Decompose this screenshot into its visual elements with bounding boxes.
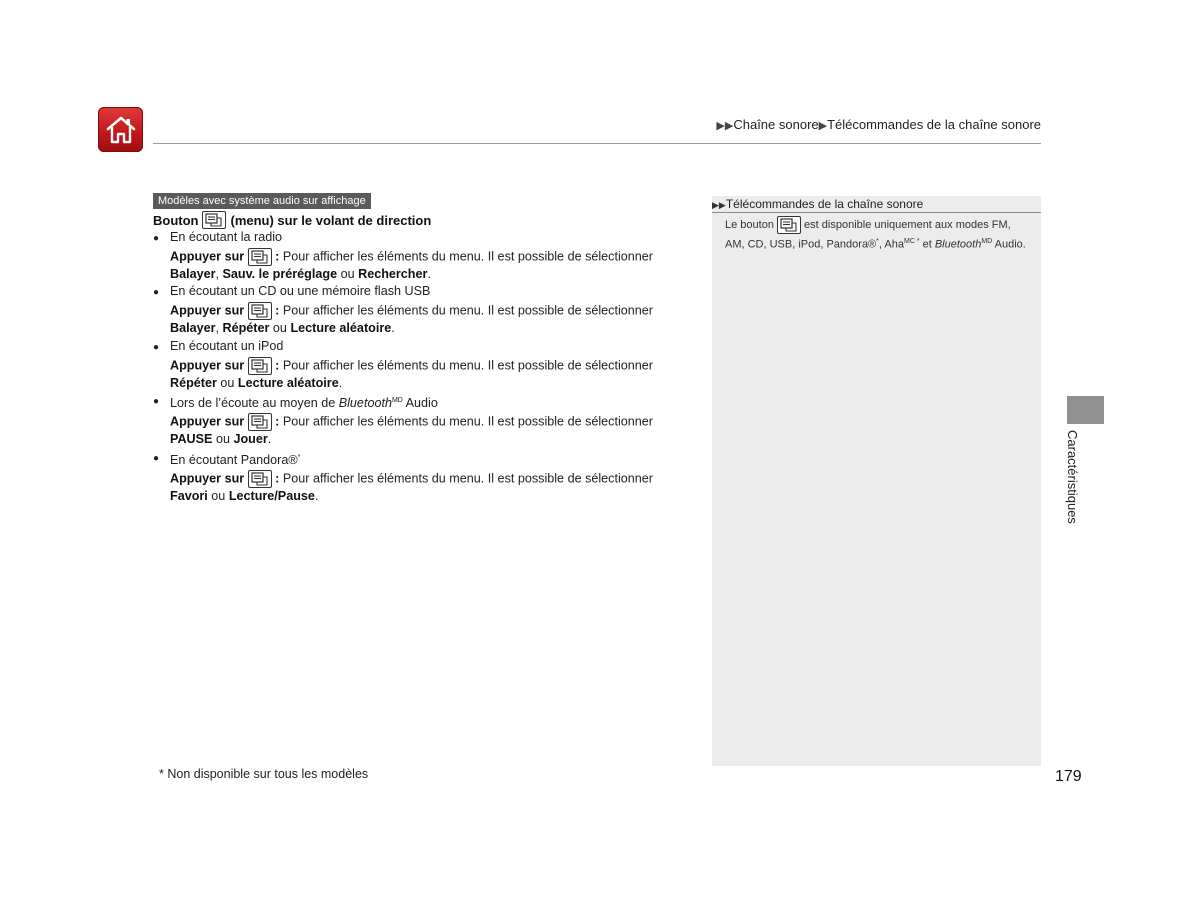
list-item: [153, 338, 693, 392]
press-label: Appuyer sur: [170, 357, 245, 372]
menu-button-icon: [248, 248, 272, 266]
bullet-icon: ●: [153, 233, 160, 244]
sidebar-text: , Aha: [878, 238, 904, 251]
period: .: [267, 432, 272, 447]
breadcrumb-arrow-icon: ▶▶: [716, 120, 734, 132]
separator: ou: [269, 321, 291, 336]
option-lecture-aleatoire: Lecture aléatoire: [290, 321, 392, 336]
option-repeter: Répéter: [170, 375, 217, 390]
item-label: [170, 392, 693, 413]
item-detail: [153, 470, 693, 506]
breadcrumb-link-chaine-sonore[interactable]: Chaîne sonore: [733, 117, 819, 132]
sidebar-italic: Bluetooth: [934, 238, 982, 251]
period: .: [338, 375, 343, 390]
section-title-post: (menu) sur le volant de direction: [230, 212, 432, 228]
sidebar-sup: MD: [981, 238, 993, 245]
sidebar-body: [725, 216, 1030, 253]
option-lecture-pause: Lecture/Pause: [228, 488, 315, 503]
item-detail: [153, 248, 693, 284]
crossref-arrow-icon: ▶▶: [712, 200, 726, 210]
menu-button-icon: [248, 302, 272, 320]
menu-button-icon: [777, 216, 801, 234]
colon: :: [271, 471, 280, 486]
option-pause: PAUSE: [170, 432, 213, 447]
sidebar-text: Audio.: [992, 238, 1026, 251]
separator: ou: [337, 266, 359, 281]
home-button[interactable]: [98, 107, 143, 152]
separator: ou: [212, 432, 234, 447]
list-item: [153, 229, 693, 283]
option-repeter: Répéter: [222, 321, 270, 336]
instruction-list: [153, 229, 693, 506]
separator: ,: [215, 321, 223, 336]
item-label: En écoutant la radio: [170, 230, 283, 244]
item-detail: [153, 413, 693, 449]
home-icon: [104, 114, 138, 146]
item-label-post: Audio: [402, 396, 438, 411]
item-description: Pour afficher les éléments du menu. Il est possible de sélectionner: [279, 249, 653, 264]
press-label: Appuyer sur: [170, 471, 245, 486]
item-description: Pour afficher les éléments du menu. Il est possible de sélectionner: [279, 357, 653, 372]
option-jouer: Jouer: [233, 432, 268, 447]
sidebar-text: Le bouton: [725, 218, 774, 231]
item-description: Pour afficher les éléments du menu. Il est possible de sélectionner: [279, 414, 653, 429]
chapter-tab[interactable]: [1067, 396, 1104, 424]
menu-button-icon: [202, 211, 226, 229]
sidebar-title-text: Télécommandes de la chaîne sonore: [725, 197, 924, 211]
item-label-pre: Lors de l’écoute au moyen de: [170, 396, 339, 411]
list-item: [153, 283, 693, 337]
sidebar-title: [712, 196, 1041, 213]
separator: ,: [215, 266, 223, 281]
item-label: [170, 449, 693, 470]
colon: :: [271, 414, 280, 429]
list-item: [153, 449, 693, 506]
bullet-icon: ●: [153, 287, 160, 299]
sidebar-sup: *: [876, 238, 879, 245]
chapter-label: Caractéristiques: [1065, 430, 1080, 524]
sidebar-text: et: [919, 238, 935, 251]
colon: :: [271, 303, 280, 318]
breadcrumb-link-telecommandes[interactable]: Télécommandes de la chaîne sonore: [827, 117, 1041, 132]
press-label: Appuyer sur: [170, 303, 245, 318]
item-description: Pour afficher les éléments du menu. Il est possible de sélectionner: [279, 471, 653, 486]
header-divider: [153, 143, 1041, 144]
menu-button-icon: [248, 413, 272, 431]
item-label-sup: *: [297, 453, 301, 461]
item-label-pre: En écoutant Pandora®: [170, 453, 298, 468]
period: .: [314, 488, 319, 503]
list-item: [153, 392, 693, 449]
section-title: [153, 211, 431, 229]
option-rechercher: Rechercher: [358, 266, 428, 281]
option-favori: Favori: [170, 488, 208, 503]
option-lecture-aleatoire: Lecture aléatoire: [237, 375, 339, 390]
model-tag: Modèles avec système audio sur affichage: [153, 193, 371, 209]
menu-button-icon: [248, 357, 272, 375]
section-title-pre: Bouton: [153, 212, 199, 228]
option-sauv-preréglage: Sauv. le préréglage: [222, 266, 338, 281]
press-label: Appuyer sur: [170, 414, 245, 429]
item-detail: [153, 357, 693, 393]
option-balayer: Balayer: [170, 266, 216, 281]
item-label: En écoutant un iPod: [170, 338, 284, 353]
breadcrumb: [716, 117, 1041, 132]
period: .: [391, 321, 395, 336]
sidebar-text: est disponible uniquement aux modes FM, AM, CD, USB, iPod, Pandora®: [725, 218, 1011, 251]
bullet-icon: ●: [153, 341, 160, 353]
period: .: [427, 266, 431, 281]
item-description: Pour afficher les éléments du menu. Il est possible de sélectionner: [279, 303, 653, 318]
colon: :: [271, 249, 280, 264]
menu-button-icon: [248, 470, 272, 488]
footnote: * Non disponible sur tous les modèles: [159, 767, 369, 781]
separator: ou: [207, 488, 229, 503]
press-label: Appuyer sur: [170, 249, 245, 264]
option-balayer: Balayer: [170, 321, 216, 336]
item-detail: [153, 302, 693, 338]
separator: ou: [216, 375, 238, 390]
bullet-icon: ●: [153, 452, 160, 464]
sidebar-sup: MC *: [903, 238, 920, 245]
sidebar-note: [712, 196, 1041, 766]
breadcrumb-arrow-icon: ▶: [818, 120, 828, 132]
item-label-italic: Bluetooth: [338, 396, 392, 411]
page-number: 179: [1055, 768, 1082, 785]
item-label: En écoutant un CD ou une mémoire flash USB: [170, 284, 431, 299]
item-label-sup: MD: [391, 397, 403, 405]
colon: :: [271, 357, 280, 372]
bullet-icon: ●: [153, 396, 160, 408]
